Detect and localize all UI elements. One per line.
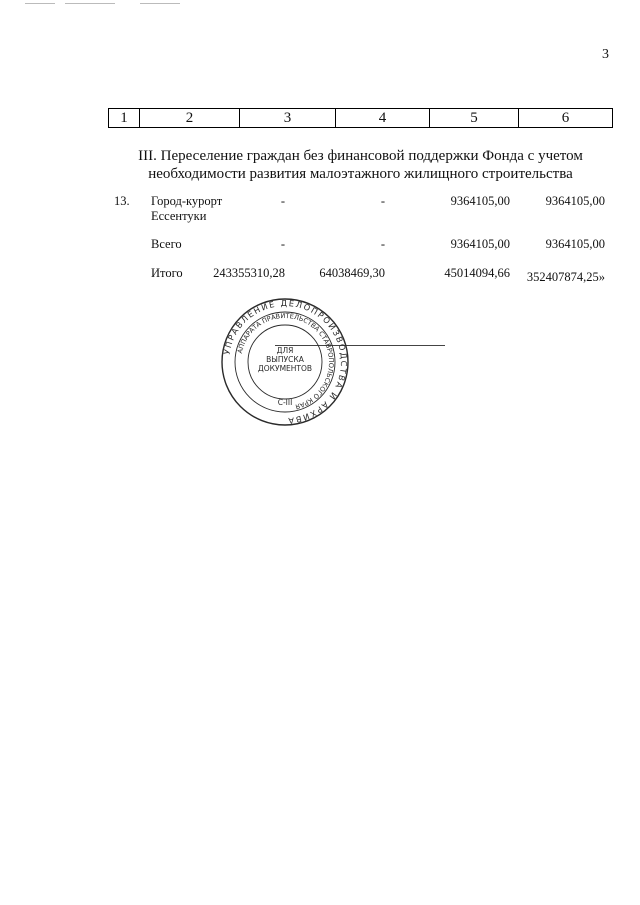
cell-col5: 9364105,00 <box>450 237 510 251</box>
row-name: Итого <box>151 266 183 280</box>
cell-col4: - <box>380 194 385 208</box>
row-number: 13. <box>114 194 130 208</box>
row-name-line: Город-курорт <box>151 194 223 208</box>
cell-col6: 9364105,00 <box>545 194 605 208</box>
stamp-outer-text: УПРАВЛЕНИЕ ДЕЛОПРОИЗВОДСТВА И АРХИВА <box>221 297 350 427</box>
header-row <box>109 109 613 128</box>
page-number: 3 <box>602 47 609 62</box>
scan-mark <box>25 3 55 4</box>
cell-col3: 243355310,28 <box>213 266 285 280</box>
official-stamp <box>220 297 350 427</box>
stamp-center-line: ДОКУМЕНТОВ <box>257 364 313 373</box>
scan-mark <box>140 3 180 4</box>
header-cell: 2 <box>140 109 240 128</box>
cell-col6: 9364105,00 <box>545 237 605 251</box>
stamp-center-line: ВЫПУСКА <box>266 355 304 364</box>
cell-col6: 352407874,25» <box>526 270 605 284</box>
cell-col5: 45014094,66 <box>444 266 510 280</box>
row-name <box>151 194 222 224</box>
header-cell: 4 <box>336 109 430 128</box>
section-title-line: III. Переселение граждан без финансовой поддержки Фонда с учетом <box>138 148 583 164</box>
stamp-center-line: ДЛЯ <box>276 346 294 355</box>
scan-mark <box>65 3 115 4</box>
cell-col3: - <box>280 237 285 251</box>
stamp-code: С-III <box>277 398 293 407</box>
section-title <box>108 147 613 183</box>
cell-col4: 64038469,30 <box>319 266 385 280</box>
section-title-line: необходимости развития малоэтажного жилищного строительства <box>148 166 573 182</box>
header-cell: 3 <box>240 109 336 128</box>
cell-col5: 9364105,00 <box>450 194 510 208</box>
cell-col3: - <box>280 194 285 208</box>
cell-col4: - <box>380 237 385 251</box>
header-cell: 1 <box>109 109 140 128</box>
header-cell: 5 <box>430 109 519 128</box>
column-number-header <box>108 108 613 128</box>
header-cell: 6 <box>519 109 613 128</box>
row-name: Всего <box>151 237 182 251</box>
row-name-line: Ессентуки <box>151 209 207 223</box>
stamp-inner-text: АППАРАТА ПРАВИТЕЛЬСТВА СТАВРОПОЛЬСКОГО КРАЯ <box>235 311 336 411</box>
